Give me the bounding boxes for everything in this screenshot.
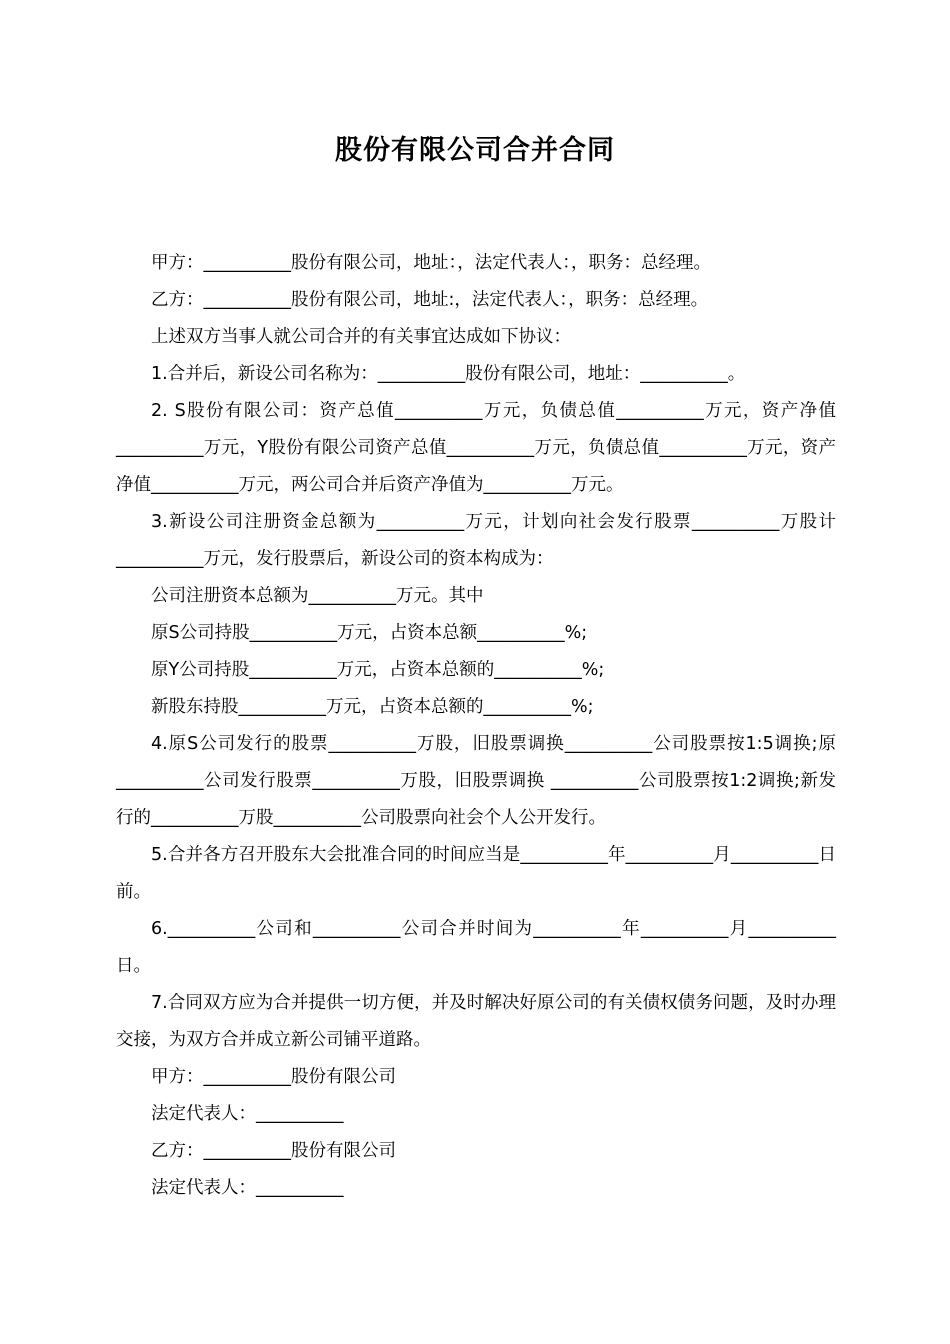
- clause-3: 3.新设公司注册资金总额为__________万元，计划向社会发行股票__________万股计__________万元，发行股票后，新设公司的资本构成为：: [116, 512, 836, 569]
- clause-2: 2. S股份有限公司：资产总值__________万元，负债总值__________万元，资产净值 __________万元，Y股份有限公司资产总值__________万元，负债总值__________万元，资产净值__________万元，两公司合并后资产净值为__________万元。: [116, 401, 836, 495]
- signature-party-b: 乙方：__________股份有限公司: [151, 1141, 396, 1161]
- capital-total-line: 公司注册资本总额为__________万元。其中: [151, 586, 484, 606]
- clause-7: 7.合同双方应为合并提供一切方便，并及时解决好原公司的有关债权债务问题，及时办理交接，为双方合并成立新公司铺平道路。: [116, 993, 836, 1050]
- clause-1: 1.合并后，新设公司名称为：__________股份有限公司，地址：__________。: [151, 364, 746, 384]
- capital-new-line: 新股东持股__________万元，占资本总额的__________%;: [151, 697, 594, 717]
- signature-party-a: 甲方：__________股份有限公司: [151, 1067, 396, 1087]
- signature-rep-b: 法定代表人：__________: [151, 1178, 344, 1198]
- party-a-line: 甲方：__________股份有限公司，地址：，法定代表人：，职务：总经理。: [151, 253, 711, 273]
- signature-rep-a: 法定代表人：__________: [151, 1104, 344, 1124]
- clause-5: 5.合并各方召开股东大会批准合同的时间应当是__________年__________月__________日前。: [116, 845, 836, 902]
- capital-y-line: 原Y公司持股__________万元，占资本总额的__________%;: [151, 660, 605, 680]
- document-body: [116, 245, 836, 1207]
- party-b-line: 乙方：__________股份有限公司，地址:，法定代表人：，职务：总经理。: [151, 290, 709, 310]
- document-title: 股份有限公司合并合同: [335, 135, 615, 166]
- clause-6: 6.__________公司和__________公司合并时间为__________年__________月__________日。: [116, 919, 836, 976]
- agreement-intro: 上述双方当事人就公司合并的有关事宜达成如下协议：: [151, 327, 571, 347]
- capital-s-line: 原S公司持股__________万元，占资本总额__________%;: [151, 623, 588, 643]
- clause-4: 4.原S公司发行的股票__________万股，旧股票调换__________公司股票按1:5调换;原__________公司发行股票__________万股，旧股票调换 __________公司股票按1:2调换;新发行的__________万股__________公司股票向社会个人公开发行。: [116, 734, 836, 828]
